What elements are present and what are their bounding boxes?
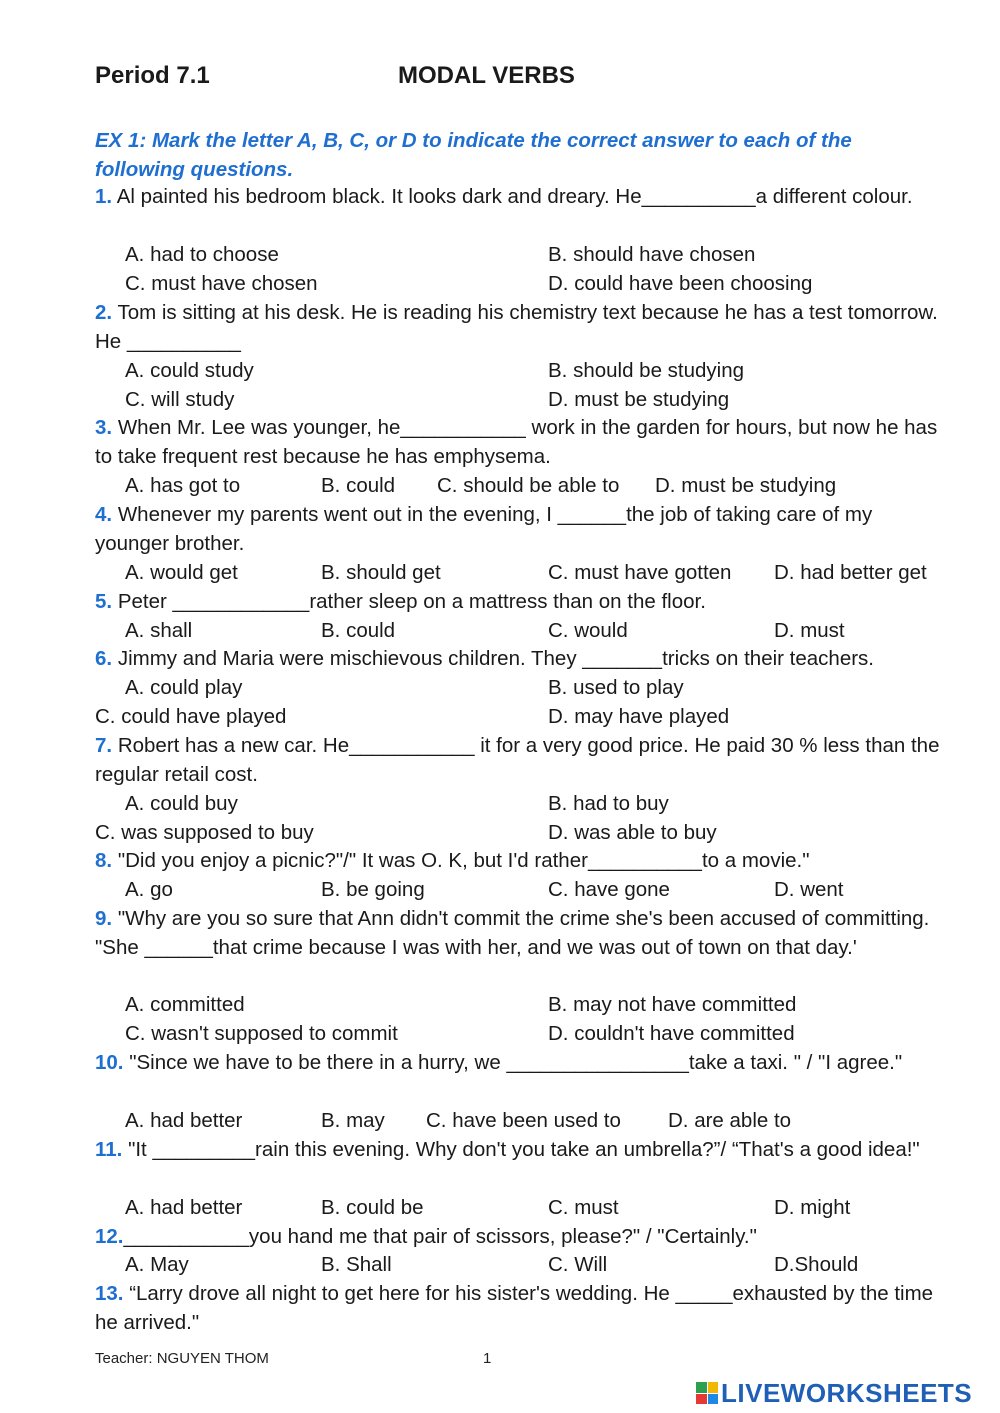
logo-square: [708, 1394, 719, 1405]
question-text: Jimmy and Maria were mischievous children. They _______tricks on their teachers.: [117, 647, 874, 670]
page-title: MODAL VERBS: [398, 62, 575, 89]
q12-option-d[interactable]: D.Should: [774, 1253, 859, 1276]
q9-option-a[interactable]: A. committed: [125, 993, 245, 1016]
question-3: [95, 413, 940, 471]
q2-option-d[interactable]: D. must be studying: [548, 388, 730, 411]
q2-option-a[interactable]: A. could study: [125, 359, 254, 382]
q3-option-c[interactable]: C. should be able to: [437, 474, 620, 497]
q3-option-a[interactable]: A. has got to: [125, 474, 241, 497]
question-2: [95, 298, 940, 356]
q10-option-b[interactable]: B. may: [321, 1109, 385, 1132]
q7-option-a[interactable]: A. could buy: [125, 792, 238, 815]
q1-option-a[interactable]: A. had to choose: [125, 243, 279, 266]
q9-option-d[interactable]: D. couldn't have committed: [548, 1022, 795, 1045]
q9-option-c[interactable]: C. wasn't supposed to commit: [125, 1022, 398, 1045]
q1-option-b[interactable]: B. should have chosen: [548, 243, 756, 266]
q11-option-b[interactable]: B. could be: [321, 1196, 424, 1219]
q4-option-c[interactable]: C. must have gotten: [548, 561, 732, 584]
question-11: [95, 1135, 940, 1164]
teacher-credit: Teacher: NGUYEN THOM: [95, 1350, 269, 1367]
question-13: [95, 1279, 940, 1337]
question-number: 9.: [95, 907, 113, 930]
question-text: "It _________rain this evening. Why don't you take an umbrella?”/ “That's a good idea!": [128, 1138, 920, 1161]
question-number: 6.: [95, 647, 113, 670]
q10-option-d[interactable]: D. are able to: [668, 1109, 792, 1132]
q7-option-d[interactable]: D. was able to buy: [548, 821, 717, 844]
q8-option-a[interactable]: A. go: [125, 878, 173, 901]
question-text: "Did you enjoy a picnic?"/" It was O. K, but I'd rather__________to a movie.": [117, 849, 810, 872]
q8-option-c[interactable]: C. have gone: [548, 878, 670, 901]
q6-option-a[interactable]: A. could play: [125, 676, 243, 699]
question-10: [95, 1048, 940, 1077]
q11-option-c[interactable]: C. must: [548, 1196, 619, 1219]
q3-option-b[interactable]: B. could: [321, 474, 396, 497]
question-5: [95, 587, 945, 616]
q11-option-a[interactable]: A. had better: [125, 1196, 243, 1219]
q10-option-a[interactable]: A. had better: [125, 1109, 243, 1132]
page-number: 1: [483, 1350, 492, 1367]
logo-square: [696, 1382, 707, 1393]
q9-option-b[interactable]: B. may not have committed: [548, 993, 797, 1016]
q12-option-a[interactable]: A. May: [125, 1253, 189, 1276]
liveworksheets-brand[interactable]: [696, 1376, 972, 1410]
q5-option-d[interactable]: D. must: [774, 619, 845, 642]
question-text: Tom is sitting at his desk. He is reading his chemistry text because he has a test tomorrow. He __________: [95, 301, 938, 353]
q1-option-c[interactable]: C. must have chosen: [125, 272, 318, 295]
q4-option-b[interactable]: B. should get: [321, 561, 441, 584]
question-number: 8.: [95, 849, 113, 872]
question-8: [95, 846, 945, 875]
q2-option-b[interactable]: B. should be studying: [548, 359, 745, 382]
question-number: 12.: [95, 1225, 124, 1248]
question-12: [95, 1222, 945, 1251]
q6-option-b[interactable]: B. used to play: [548, 676, 684, 699]
q12-option-c[interactable]: C. Will: [548, 1253, 608, 1276]
question-text: Al painted his bedroom black. It looks dark and dreary. He__________a different colour.: [116, 185, 913, 208]
q11-option-d[interactable]: D. might: [774, 1196, 851, 1219]
question-text: Whenever my parents went out in the evening, I ______the job of taking care of my younger brother.: [95, 503, 873, 555]
question-number: 5.: [95, 590, 113, 613]
question-text: "Why are you so sure that Ann didn't commit the crime she's been accused of committing. "She ______that crime because I was with her, and we was out of town on that day.': [95, 907, 930, 959]
q4-option-a[interactable]: A. would get: [125, 561, 238, 584]
q6-option-d[interactable]: D. may have played: [548, 705, 730, 728]
logo-square: [696, 1394, 707, 1405]
q7-option-c[interactable]: C. was supposed to buy: [95, 821, 314, 844]
question-text: Robert has a new car. He___________ it for a very good price. He paid 30 % less than the regular retail cost.: [95, 734, 940, 786]
question-number: 10.: [95, 1051, 124, 1074]
question-text: “Larry drove all night to get here for his sister's wedding. He _____exhausted by the time he arrived.": [95, 1282, 934, 1334]
q12-option-b[interactable]: B. Shall: [321, 1253, 392, 1276]
q5-option-c[interactable]: C. would: [548, 619, 628, 642]
question-number: 13.: [95, 1282, 124, 1305]
question-text: ___________you hand me that pair of scissors, please?" / "Certainly.": [123, 1225, 757, 1248]
question-number: 2.: [95, 301, 113, 324]
q5-option-b[interactable]: B. could: [321, 619, 396, 642]
question-9: [95, 904, 940, 962]
question-number: 3.: [95, 416, 113, 439]
question-text: Peter ____________rather sleep on a mattress than on the floor.: [117, 590, 706, 613]
question-4: [95, 500, 940, 558]
q3-option-d[interactable]: D. must be studying: [655, 474, 837, 497]
question-number: 7.: [95, 734, 113, 757]
q4-option-d[interactable]: D. had better get: [774, 561, 927, 584]
q7-option-b[interactable]: B. had to buy: [548, 792, 669, 815]
q8-option-b[interactable]: B. be going: [321, 878, 425, 901]
question-text: "Since we have to be there in a hurry, we ________________take a taxi. " / "I agree.": [129, 1051, 903, 1074]
question-7: [95, 731, 940, 789]
q6-option-c[interactable]: C. could have played: [95, 705, 287, 728]
logo-square: [708, 1382, 719, 1393]
question-6: [95, 644, 945, 673]
question-text: When Mr. Lee was younger, he___________ work in the garden for hours, but now he has to take frequent rest because he has emphysema.: [95, 416, 938, 468]
brand-name: LIVEWORKSHEETS: [721, 1377, 973, 1408]
q1-option-d[interactable]: D. could have been choosing: [548, 272, 813, 295]
question-number: 11.: [95, 1138, 123, 1161]
exercise-instruction: EX 1: Mark the letter A, B, C, or D to indicate the correct answer to each of the following questions.: [95, 129, 852, 181]
q5-option-a[interactable]: A. shall: [125, 619, 193, 642]
q8-option-d[interactable]: D. went: [774, 878, 844, 901]
question-1: [95, 182, 940, 211]
liveworksheets-logo-icon: [696, 1382, 718, 1404]
period-label: Period 7.1: [95, 62, 210, 89]
q10-option-c[interactable]: C. have been used to: [426, 1109, 621, 1132]
question-number: 1.: [95, 185, 113, 208]
question-number: 4.: [95, 503, 113, 526]
q2-option-c[interactable]: C. will study: [125, 388, 235, 411]
